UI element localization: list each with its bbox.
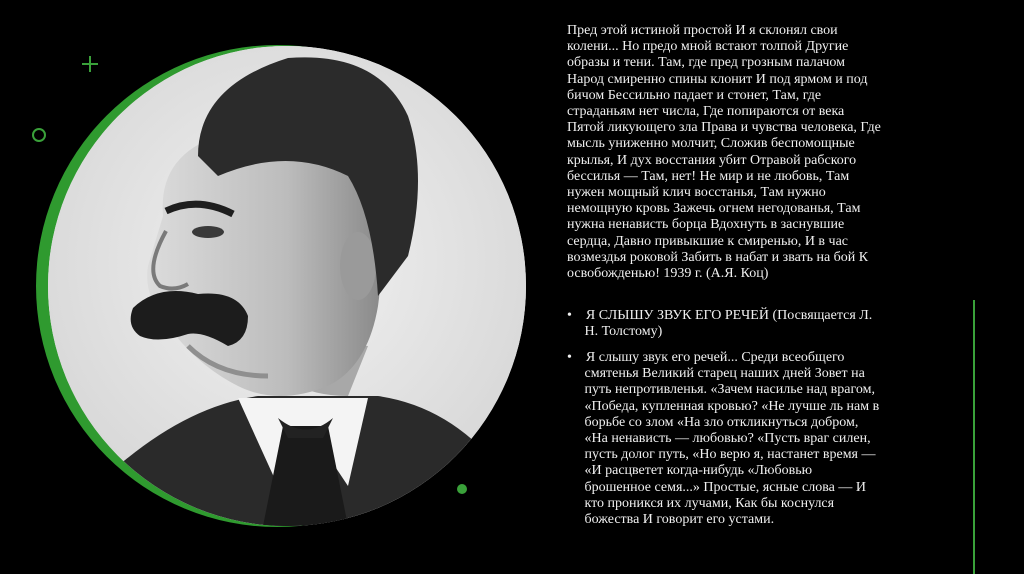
bullet-line (567, 496, 912, 512)
poem-line: страданьям нет числа, Где попираются от века (567, 104, 845, 120)
poem-line: крылья, И дух восстания убит Отравой рабского (567, 152, 857, 168)
poem-line: Народ смиренно спины клонит И под ярмом и под (567, 71, 868, 87)
bullet-line (567, 308, 912, 324)
poem-line: сердца, Давно привыкшие к смиренью, И в час (567, 233, 849, 249)
bullet-line (567, 447, 912, 463)
poem-paragraph (567, 23, 912, 282)
poem-line: колени... Но предо мной встают толпой Другие (567, 39, 849, 55)
bullet-line (567, 480, 912, 496)
bullet-text: смятенья Великий старец наших дней Зовет на (584, 366, 865, 382)
bullet-line (567, 324, 912, 340)
bullet-line (567, 463, 912, 479)
bullet-text: «И расцветет когда-нибудь «Любовью (584, 463, 813, 479)
bullet-text: Н. Толстому) (584, 324, 663, 340)
bullet-text: божества И говорит его устами. (584, 512, 775, 528)
bullet-text: путь непротивленья. «Зачем насилье над врагом, (584, 382, 875, 398)
dot-icon (457, 484, 467, 494)
ring-icon (32, 128, 46, 142)
poem-line: бичом Бессильно падает и стонет, Там, где (567, 87, 822, 103)
bullet-text: Я слышу звук его речей... Среди всеобщего (582, 350, 845, 365)
bullet-line (567, 350, 912, 366)
poem-line: мысль униженно молчит, Сложив беспомощные (567, 136, 855, 152)
poem-line: возмездья роковой Забить в набат и звать на бой К (567, 249, 869, 265)
bullet-marker: • (567, 308, 572, 323)
bullet-text: «На ненависть — любовью? «Пусть враг силен, (584, 431, 871, 447)
poem-line: немощную кровь Зажечь огнем негодованья, Там (567, 201, 861, 217)
bullet-text: «Победа, купленная кровью? «Не лучше ль нам в (584, 398, 880, 414)
bullet-line (567, 431, 912, 447)
poem-line: Пред этой истиной простой И я склонял свои (567, 23, 838, 38)
poem-line: нужен мощный клич восстанья, Там нужно (567, 185, 826, 201)
poem-line: образы и тени. Там, где пред грозным палачом (567, 55, 846, 71)
bullet-item-title (567, 308, 912, 340)
poem-line: бессилья — Там, нет! Не мир и не любовь, Там (567, 168, 850, 184)
bullet-text: брошенное семя...» Простые, ясные слова — И (584, 479, 867, 495)
bullet-line (567, 415, 912, 431)
bullet-text: борьбе со злом «На зло откликнуться добром, (584, 414, 859, 430)
bullet-line (567, 512, 912, 528)
bullet-marker: • (567, 350, 572, 365)
bullet-text: Я СЛЫШУ ЗВУК ЕГО РЕЧЕЙ (Посвящается Л. (585, 308, 873, 323)
poem-line: нужна ненависть борца Вдохнуть в заснувшие (567, 217, 845, 233)
bullet-text: кто проникся их лучами, Как бы коснулся (584, 495, 835, 511)
poem-line: освобожденью! 1939 г. (А.Я. Коц) (567, 266, 769, 282)
accent-line (973, 300, 975, 574)
portrait-photo (48, 46, 526, 526)
poem-line: Пятой ликующего зла Права и чувства человека, Где (567, 120, 881, 136)
bullet-line (567, 366, 912, 382)
bullet-text: пусть долог путь, «Но верю я, настанет время — (584, 447, 876, 463)
bullet-line (567, 382, 912, 398)
bullet-item-poem (567, 350, 912, 528)
plus-icon (81, 55, 99, 73)
bullet-line (567, 399, 912, 415)
